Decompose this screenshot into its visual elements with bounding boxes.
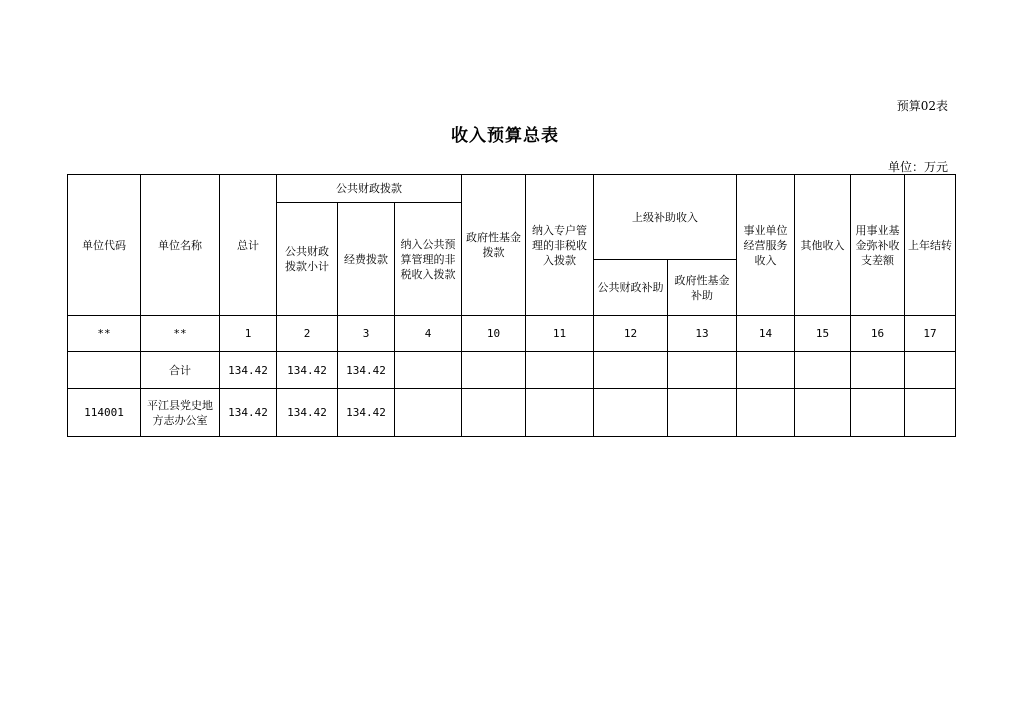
header-row-1 xyxy=(68,175,956,203)
unit-name-cell: 平江县党史地方志办公室 xyxy=(141,389,220,437)
page-title: 收入预算总表 xyxy=(451,126,559,146)
index-cell: ** xyxy=(141,316,220,352)
total-cell: 134.42 xyxy=(220,389,277,437)
empty-cell xyxy=(795,352,851,389)
header-public-finance-subsidy: 公共财政补助 xyxy=(594,260,668,316)
unit-code-cell xyxy=(68,352,141,389)
index-cell: 17 xyxy=(905,316,956,352)
empty-cell xyxy=(795,389,851,437)
empty-cell xyxy=(851,389,905,437)
empty-cell xyxy=(737,389,795,437)
empty-cell xyxy=(737,352,795,389)
header-carryover: 上年结转 xyxy=(905,175,956,316)
header-unit-code: 单位代码 xyxy=(68,175,141,316)
index-cell: 3 xyxy=(338,316,395,352)
form-number: 预算02表 xyxy=(896,99,948,113)
header-public-finance: 公共财政拨款 xyxy=(277,175,462,203)
empty-cell xyxy=(851,352,905,389)
index-cell: 2 xyxy=(277,316,338,352)
header-total: 总计 xyxy=(220,175,277,316)
index-cell: 11 xyxy=(526,316,594,352)
header-operating-funds: 经费拨款 xyxy=(338,203,395,316)
header-gov-fund: 政府性基金拨款 xyxy=(462,175,526,316)
empty-cell xyxy=(395,389,462,437)
header-business-income: 事业单位经营服务收入 xyxy=(737,175,795,316)
total-cell: 134.42 xyxy=(220,352,277,389)
header-public-finance-subtotal: 公共财政拨款小计 xyxy=(277,203,338,316)
index-cell: 15 xyxy=(795,316,851,352)
empty-cell xyxy=(462,389,526,437)
empty-cell xyxy=(905,389,956,437)
empty-cell xyxy=(395,352,462,389)
header-non-tax-in-budget: 纳入公共预算管理的非税收入拨款 xyxy=(395,203,462,316)
empty-cell xyxy=(668,352,737,389)
empty-cell xyxy=(462,352,526,389)
operating-cell: 134.42 xyxy=(338,352,395,389)
index-cell: 10 xyxy=(462,316,526,352)
index-cell: 4 xyxy=(395,316,462,352)
index-cell: 14 xyxy=(737,316,795,352)
header-gov-fund-subsidy: 政府性基金补助 xyxy=(668,260,737,316)
header-non-tax-special: 纳入专户管理的非税收入拨款 xyxy=(526,175,594,316)
empty-cell xyxy=(668,389,737,437)
empty-cell xyxy=(594,352,668,389)
index-row xyxy=(68,316,956,352)
index-cell: 1 xyxy=(220,316,277,352)
unit-code-cell: 114001 xyxy=(68,389,141,437)
table-row xyxy=(68,352,956,389)
index-cell: 16 xyxy=(851,316,905,352)
table-row xyxy=(68,389,956,437)
unit-name-cell: 合计 xyxy=(141,352,220,389)
index-cell: 13 xyxy=(668,316,737,352)
header-fund-balance: 用事业基金弥补收支差额 xyxy=(851,175,905,316)
header-other-income: 其他收入 xyxy=(795,175,851,316)
empty-cell xyxy=(526,389,594,437)
subtotal-cell: 134.42 xyxy=(277,352,338,389)
empty-cell xyxy=(594,389,668,437)
income-budget-table xyxy=(67,174,956,437)
unit-label: 单位：万元 xyxy=(887,160,948,174)
empty-cell xyxy=(905,352,956,389)
empty-cell xyxy=(526,352,594,389)
operating-cell: 134.42 xyxy=(338,389,395,437)
index-cell: ** xyxy=(68,316,141,352)
subtotal-cell: 134.42 xyxy=(277,389,338,437)
header-superior-subsidy: 上级补助收入 xyxy=(594,175,737,260)
header-unit-name: 单位名称 xyxy=(141,175,220,316)
index-cell: 12 xyxy=(594,316,668,352)
